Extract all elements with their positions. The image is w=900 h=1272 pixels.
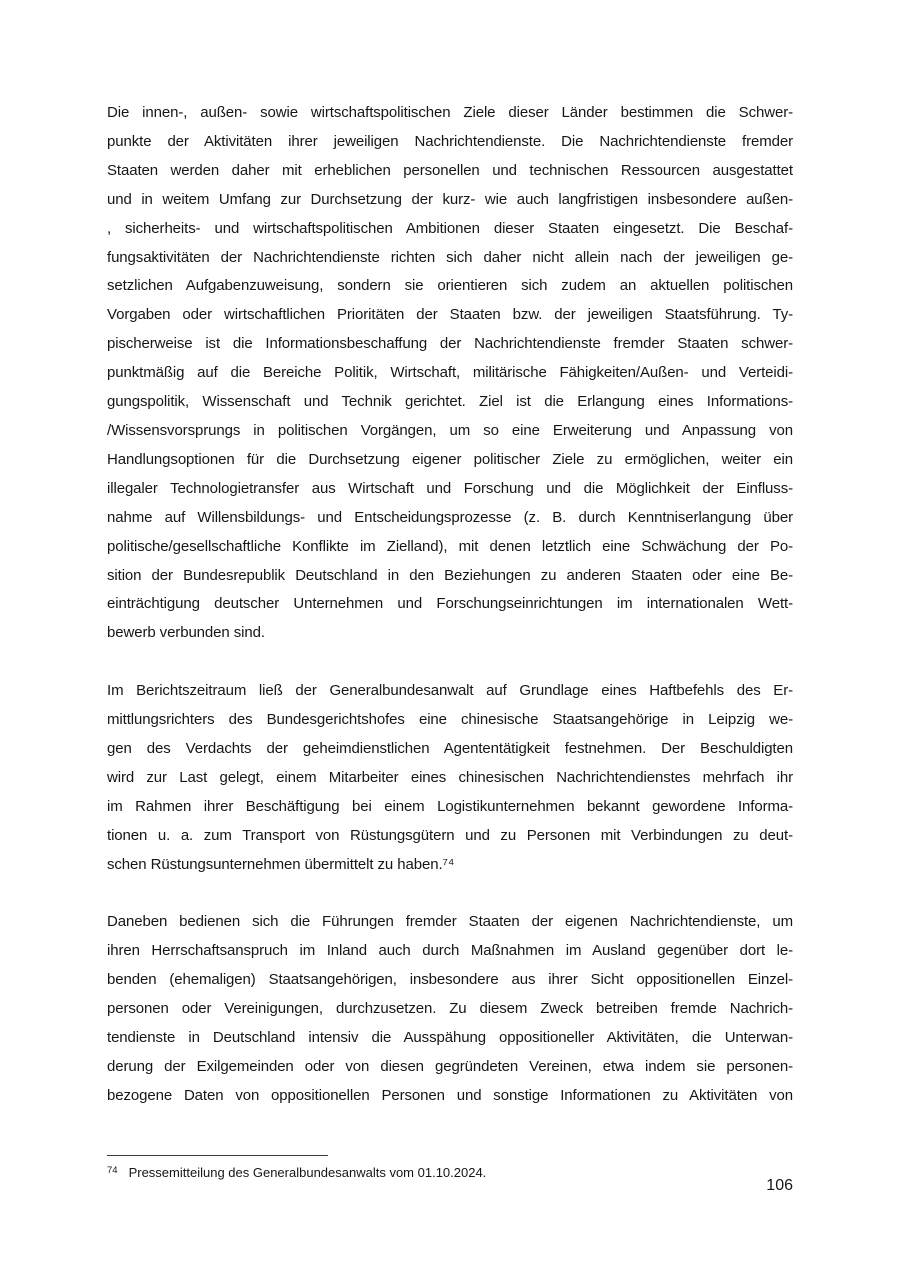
text-line: bezogene Daten von oppositionellen Personen und sonstige Informationen zu Aktivitäten von [107, 1086, 793, 1104]
text-line: setzlichen Aufgabenzuweisung, sondern sie orientieren sich zudem an aktuellen politischen [107, 277, 793, 295]
text-line: gen des Verdachts der geheimdienstlichen Agententätigkeit festnehmen. Der Beschuldigten [107, 739, 793, 757]
text-line: pischerweise ist die Informationsbeschaffung der Nachrichtendienste fremder Staaten schwer- [107, 335, 793, 353]
footnote [107, 1164, 793, 1183]
text-line: punkte der Aktivitäten ihrer jeweiligen Nachrichtendienste. Die Nachrichtendienste fremder [107, 132, 793, 150]
text-line: bewerb verbunden sind. [107, 624, 265, 642]
text-line: illegaler Technologietransfer aus Wirtschaft und Forschung und die Möglichkeit der Einfluss- [107, 479, 793, 497]
text-line: punktmäßig auf die Bereiche Politik, Wirtschaft, militärische Fähigkeiten/Außen- und Verteidi- [107, 364, 793, 382]
text-line: mittlungsrichters des Bundesgerichtshofes eine chinesische Staatsangehörige in Leipzig we- [107, 711, 793, 729]
text-line: gungspolitik, Wissenschaft und Technik gerichtet. Ziel ist die Erlangung eines Informations- [107, 393, 793, 411]
body-text [107, 99, 793, 1111]
text-line: im Rahmen ihrer Beschäftigung bei einem Logistikunternehmen bekannt gewordene Informa- [107, 797, 793, 815]
footnote-marker: 74 [107, 1165, 118, 1176]
text-line: nahme auf Willensbildungs- und Entscheidungsprozesse (z. B. durch Kenntniserlangung über [107, 508, 793, 526]
footnote-text: Pressemitteilung des Generalbundesanwalts vom 01.10.2024. [128, 1165, 487, 1180]
text-line: wird zur Last gelegt, einem Mitarbeiter eines chinesischen Nachrichtendienstes mehrfach ihr [107, 768, 793, 786]
text-line: Handlungsoptionen für die Durchsetzung eigener politischer Ziele zu ermöglichen, weiter ein [107, 450, 793, 468]
footnote-separator [107, 1155, 328, 1156]
text-line: derung der Exilgemeinden oder von diesen gegründeten Vereinen, etwa indem sie personen- [107, 1057, 793, 1075]
text-line: und in weitem Umfang zur Durchsetzung der kurz- wie auch langfristigen insbesondere außen- [107, 190, 793, 208]
page-number: 106 [766, 1177, 793, 1194]
text-line: benden (ehemaligen) Staatsangehörigen, insbesondere aus ihrer Sicht oppositionellen Einzel- [107, 971, 793, 989]
text-line: schen Rüstungsunternehmen übermittelt zu haben.⁷⁴ [107, 855, 455, 873]
text-line: Vorgaben oder wirtschaftlichen Prioritäten der Staaten bzw. der jeweiligen Staatsführung. Ty- [107, 306, 793, 324]
text-line: tionen u. a. zum Transport von Rüstungsgütern und zu Personen mit Verbindungen zu deut- [107, 826, 793, 844]
text-line: politische/gesellschaftliche Konflikte im Zielland), mit denen letztlich eine Schwächung der Po- [107, 537, 793, 555]
paragraph [107, 99, 793, 648]
text-line: /Wissensvorsprungs in politischen Vorgängen, um so eine Erweiterung und Anpassung von [107, 421, 793, 439]
footnote-area [107, 1155, 793, 1183]
text-line: Im Berichtszeitraum ließ der Generalbundesanwalt auf Grundlage eines Haftbefehls des Er- [107, 682, 793, 700]
text-line: einträchtigung deutscher Unternehmen und Forschungseinrichtungen im internationalen Wett- [107, 595, 793, 613]
text-line: personen oder Vereinigungen, durchzusetzen. Zu diesem Zweck betreiben fremde Nachrich- [107, 1000, 793, 1018]
text-line: , sicherheits- und wirtschaftspolitischen Ambitionen dieser Staaten eingesetzt. Die Beschaf- [107, 219, 793, 237]
text-line: tendienste in Deutschland intensiv die Ausspähung oppositioneller Aktivitäten, die Unterwan- [107, 1028, 793, 1046]
text-line: Daneben bedienen sich die Führungen fremder Staaten der eigenen Nachrichtendienste, um [107, 913, 793, 931]
paragraph [107, 677, 793, 879]
paragraph [107, 908, 793, 1110]
text-line: Die innen-, außen- sowie wirtschaftspolitischen Ziele dieser Länder bestimmen die Schwer- [107, 104, 793, 121]
text-line: Staaten werden daher mit erheblichen personellen und technischen Ressourcen ausgestattet [107, 161, 793, 179]
text-line: fungsaktivitäten der Nachrichtendienste richten sich daher nicht allein nach der jeweiligen ge- [107, 248, 793, 266]
text-line: ihren Herrschaftsanspruch im Inland auch durch Maßnahmen im Ausland gegenüber dort le- [107, 942, 793, 960]
text-line: sition der Bundesrepublik Deutschland in den Beziehungen zu anderen Staaten oder eine Be- [107, 566, 793, 584]
